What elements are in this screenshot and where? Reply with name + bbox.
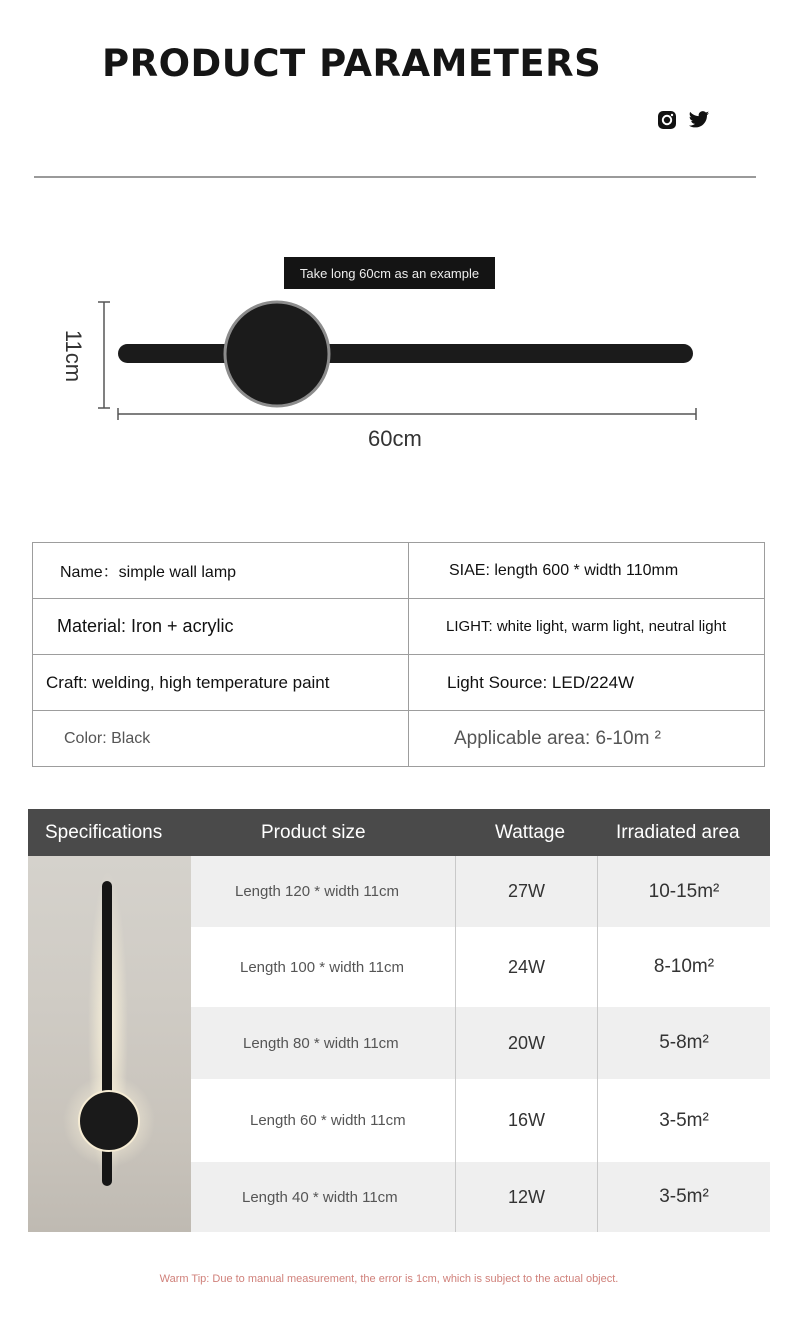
warm-tip: Warm Tip: Due to manual measurement, the error is 1cm, which is subject to the actual object. — [159, 1273, 619, 1285]
row-size: Length 100 * width 11cm — [191, 927, 456, 1007]
specifications-table — [28, 809, 770, 1232]
param-light-source: Light Source: LED/224W — [409, 655, 765, 711]
row-size: Length 40 * width 11cm — [191, 1162, 456, 1232]
row-size: Length 80 * width 11cm — [191, 1007, 456, 1079]
instagram-icon[interactable] — [657, 110, 677, 130]
param-name: Name：simple wall lamp — [33, 543, 409, 599]
header-specifications: Specifications — [45, 821, 163, 843]
row-size: Length 120 * width 11cm — [191, 856, 456, 927]
example-label: Take long 60cm as an example — [284, 257, 495, 289]
row-size: Length 60 * width 11cm — [191, 1079, 456, 1162]
param-light: LIGHT: white light, warm light, neutral light — [409, 599, 765, 655]
params-row — [33, 599, 765, 655]
params-row — [33, 543, 765, 599]
header-irradiated-area: Irradiated area — [616, 821, 740, 843]
params-row — [33, 655, 765, 711]
spec-header-row — [28, 809, 770, 856]
header-wattage: Wattage — [495, 821, 566, 843]
row-area: 3-5m² — [659, 1186, 709, 1207]
social-icons — [657, 110, 708, 130]
row-wattage: 20W — [456, 1007, 598, 1079]
header-divider — [34, 176, 756, 178]
page-title: PRODUCT PARAMETERS — [102, 42, 602, 85]
height-label-wrap — [58, 320, 88, 392]
row-wattage: 16W — [456, 1079, 598, 1162]
row-area: 8-10m² — [653, 956, 715, 977]
header-product-size: Product size — [261, 821, 366, 843]
height-label: 11cm — [61, 329, 87, 383]
params-row — [33, 711, 765, 767]
row-area: 5-8m² — [659, 1032, 709, 1053]
table-row — [191, 1007, 770, 1080]
row-wattage: 27W — [456, 856, 598, 927]
lamp-product-photo — [28, 856, 191, 1232]
row-area: 3-5m² — [659, 1109, 709, 1131]
length-label: 60cm — [368, 426, 422, 451]
table-row — [191, 1079, 770, 1163]
twitter-icon[interactable] — [688, 110, 708, 130]
param-craft: Craft: welding, high temperature paint — [33, 655, 409, 711]
row-area: 10-15m² — [648, 880, 720, 902]
lamp-bar — [118, 344, 693, 363]
param-applicable-area: Applicable area: 6-10m ² — [409, 711, 765, 767]
spec-rows — [191, 856, 770, 1232]
param-material: Material: Iron + acrylic — [33, 599, 409, 655]
param-size: SIAE: length 600 * width 110mm — [409, 543, 765, 599]
table-row — [191, 1162, 770, 1233]
param-color: Color: Black — [33, 711, 409, 767]
row-wattage: 12W — [456, 1162, 598, 1232]
row-wattage: 24W — [456, 927, 598, 1007]
parameters-table — [32, 542, 765, 767]
table-row — [191, 927, 770, 1008]
lamp-disc — [225, 302, 329, 406]
table-row — [191, 856, 770, 928]
